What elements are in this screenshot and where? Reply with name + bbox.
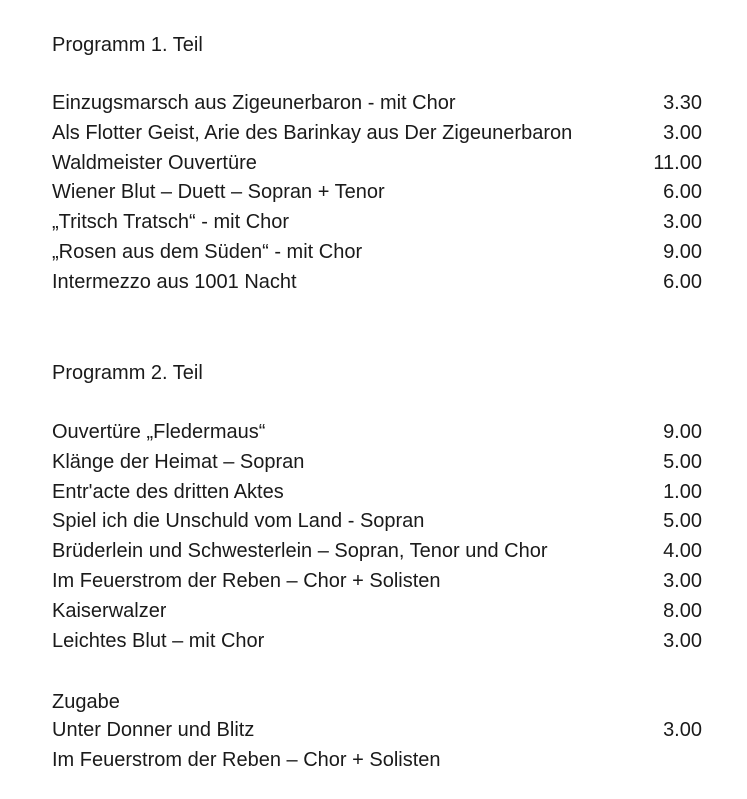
program-item — [52, 268, 702, 298]
item-duration: 3.00 — [663, 121, 702, 144]
part2-list — [52, 418, 702, 656]
item-title: Leichtes Blut – mit Chor — [52, 629, 265, 652]
item-title: Intermezzo aus 1001 Nacht — [52, 270, 297, 293]
item-title: Einzugsmarsch aus Zigeunerbaron - mit Chor — [52, 92, 456, 114]
item-title: Spiel ich die Unschuld vom Land - Sopran — [52, 510, 425, 533]
item-duration: 3.00 — [663, 569, 702, 592]
item-duration: 3.30 — [663, 92, 702, 114]
item-duration: 3.00 — [663, 719, 702, 741]
program-item — [52, 208, 702, 238]
item-duration: 5.00 — [663, 510, 702, 533]
program-item — [52, 537, 702, 567]
item-title: Kaiserwalzer — [52, 599, 167, 622]
item-duration: 5.00 — [663, 450, 702, 473]
item-duration: 3.00 — [663, 211, 702, 234]
program-item — [52, 478, 702, 508]
item-title: „Rosen aus dem Süden“ - mit Chor — [52, 240, 363, 263]
part1-list — [52, 89, 702, 298]
item-duration: 9.00 — [663, 421, 702, 443]
item-title: Entr'acte des dritten Aktes — [52, 480, 284, 503]
item-duration: 3.00 — [663, 629, 702, 652]
encore-list — [52, 716, 702, 776]
program-page — [52, 0, 702, 799]
program-item — [52, 178, 702, 208]
program-item — [52, 597, 702, 627]
item-duration: 6.00 — [663, 270, 702, 293]
program-item — [52, 448, 702, 478]
program-item — [52, 716, 702, 746]
item-title: Als Flotter Geist, Arie des Barinkay aus Der Zigeunerbaron — [52, 121, 573, 144]
item-duration: 9.00 — [663, 240, 702, 263]
part2-heading: Programm 2. Teil — [52, 362, 203, 384]
program-item — [52, 418, 702, 448]
program-item — [52, 238, 702, 268]
item-title: „Tritsch Tratsch“ - mit Chor — [52, 211, 290, 234]
program-item — [52, 567, 702, 597]
item-duration: 11.00 — [653, 151, 702, 174]
item-title: Ouvertüre „Fledermaus“ — [52, 421, 266, 443]
item-duration: 8.00 — [663, 599, 702, 622]
program-item — [52, 507, 702, 537]
program-item — [52, 149, 702, 179]
program-item — [52, 627, 702, 657]
item-title: Im Feuerstrom der Reben – Chor + Solisten — [52, 748, 441, 771]
item-duration: 6.00 — [663, 181, 702, 204]
program-item — [52, 746, 702, 776]
program-item — [52, 89, 702, 119]
item-title: Waldmeister Ouvertüre — [52, 151, 257, 174]
item-duration: 1.00 — [663, 480, 702, 503]
item-title: Brüderlein und Schwesterlein – Sopran, Tenor und Chor — [52, 540, 548, 563]
item-title: Im Feuerstrom der Reben – Chor + Solisten — [52, 569, 441, 592]
program-item — [52, 119, 702, 149]
item-title: Unter Donner und Blitz — [52, 719, 255, 741]
item-duration: 4.00 — [663, 540, 702, 563]
item-title: Klänge der Heimat – Sopran — [52, 450, 305, 473]
part1-heading: Programm 1. Teil — [52, 34, 203, 56]
encore-heading: Zugabe — [52, 691, 120, 713]
item-title: Wiener Blut – Duett – Sopran + Tenor — [52, 181, 385, 204]
